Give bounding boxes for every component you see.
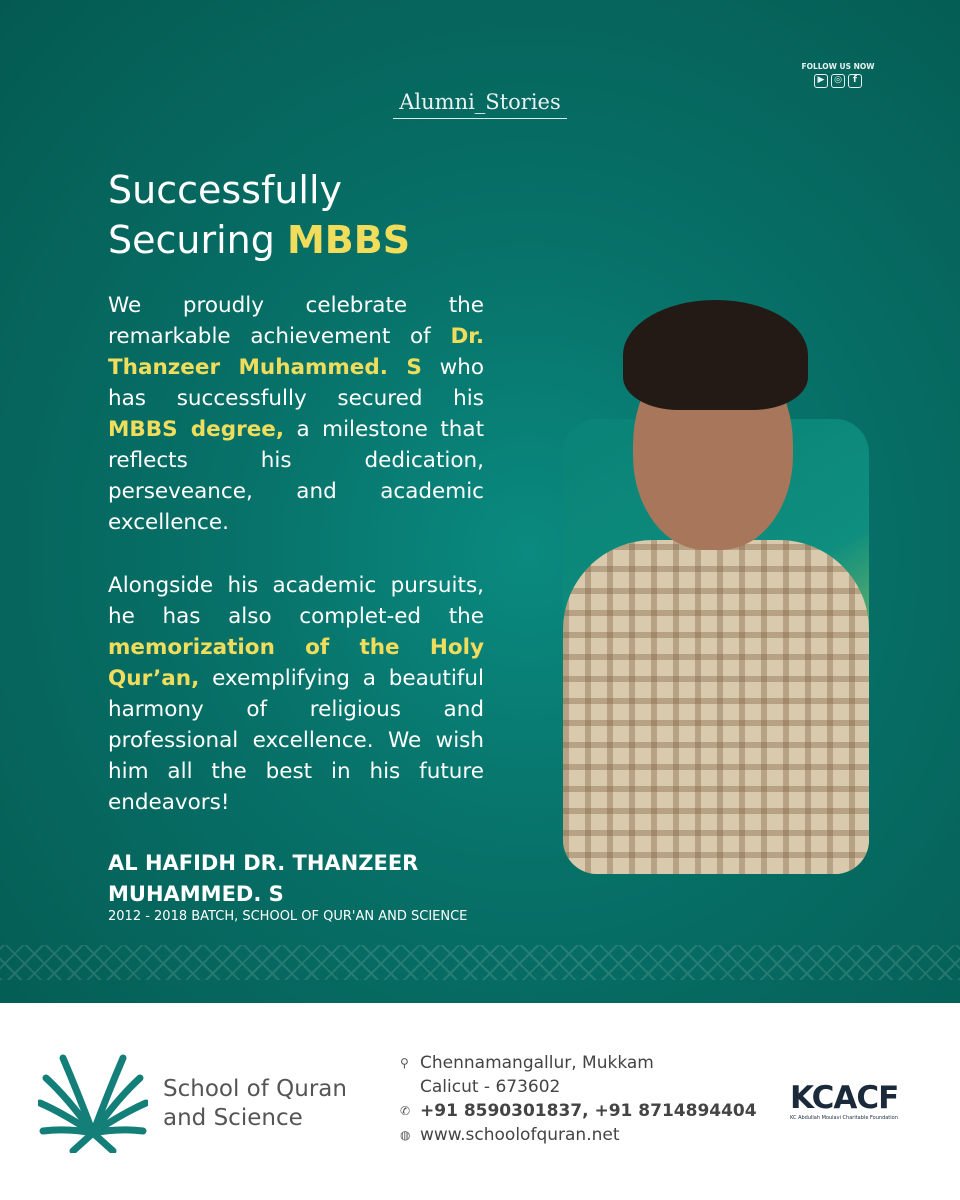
facebook-icon[interactable]: f [848,74,862,88]
school-name: School of Quran and Science [163,1076,347,1131]
decorative-pattern [0,945,960,980]
youtube-icon[interactable]: ▶ [814,74,828,88]
phone-icon: ✆ [400,1104,411,1118]
alumni-stories-tag: Alumni_Stories [393,90,567,119]
batch-info: 2012 - 2018 BATCH, SCHOOL OF QUR'AN AND SCIENCE [108,909,468,924]
instagram-icon[interactable]: ◎ [831,74,845,88]
partner-logo: KCACF [790,1080,899,1116]
footer [0,1003,960,1200]
contact-info: ⚲ Chennamangallur, Mukkam Calicut - 673602 ✆ +91 8590301837, +91 8714894404 ◍ www.schoolofquran.net [400,1053,757,1145]
headline: Successfully Securing MBBS [108,168,411,262]
school-logo-icon [38,1053,148,1153]
globe-icon: ◍ [400,1128,411,1142]
paragraph-quran: Alongside his academic pursuits, he has also complet-ed the memorization of the Holy Qur’an, exemplifying a beautiful harmony of religious and professional excellence. We wish him all the best in his future endeavors! [108,573,484,815]
location-icon: ⚲ [400,1056,409,1070]
paragraph-achievement: We proudly celebrate the remarkable achievement of Dr. Thanzeer Muhammed. S who has successfully secured his MBBS degree, a milestone that reflects his dedication, perseveance, and academic excellence. [108,293,484,535]
alumnus-photo [563,300,869,874]
alumnus-name: AL HAFIDH DR. THANZEER MUHAMMED. S [108,851,419,906]
follow-us: FOLLOW US NOW ▶ ◎ f [800,62,876,88]
partner-subtitle: KC Abdullah Moulavi Charitable Foundation [790,1115,898,1121]
